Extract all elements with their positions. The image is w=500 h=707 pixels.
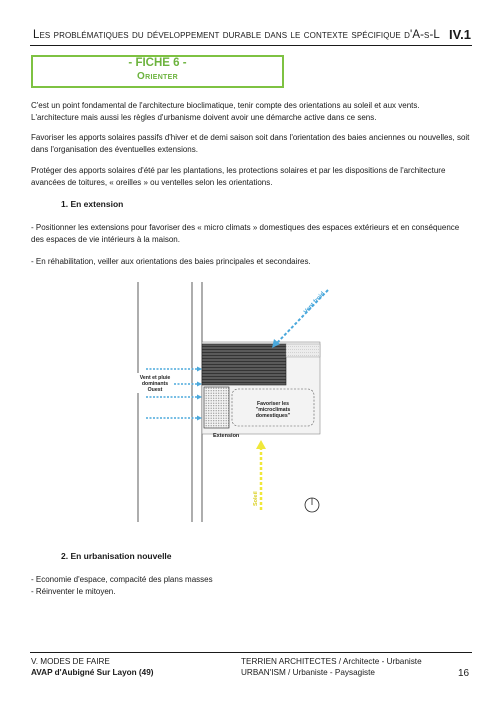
- neighbour-building: [286, 344, 320, 357]
- intro-paragraph-3: Protéger des apports solaires d'été par les plantations, les protections solaires et par les dispositions de l'architecture avancées de toitures, « oreilles » ou ventelles selon les orientations.: [31, 166, 446, 187]
- header-divider: [30, 45, 472, 46]
- section-1-item-1: - Positionner les extensions pour favoriser des « micro climats » domestiques des espaces extérieurs et en conséquence des espaces de vie intérieurs à la maison.: [31, 223, 460, 244]
- section-2-heading: 2. En urbanisation nouvelle: [61, 551, 172, 561]
- page-header-title: Les problématiques du développement durable dans le contexte spécifique d'A-s-L: [33, 29, 440, 41]
- north-indicator-icon: [305, 498, 319, 512]
- extension-label: Extension: [213, 433, 240, 439]
- section-1-item-2: - En réhabilitation, veiller aux orientations des baies principales et secondaires.: [31, 257, 311, 266]
- west-wind-label-3: Ouest: [147, 387, 163, 393]
- intro-paragraph-1: [31, 100, 473, 123]
- microclimate-label-1: Favoriser les: [256, 401, 290, 407]
- extension-building: [204, 387, 229, 428]
- section-code: IV.1: [449, 27, 471, 42]
- fiche-title: Orienter: [137, 71, 178, 82]
- intro-paragraph-2: Favoriser les apports solaires passifs d'hiver et de demi saison soit dans l'orientation des baies anciennes ou nouvelles, soit dans l'organisation des éventuelles extensions.: [31, 133, 470, 154]
- footer-right-2: URBAN'ISM / Urbaniste - Paysagiste: [241, 668, 375, 677]
- main-house: [202, 344, 286, 385]
- fiche-number: - FICHE 6 -: [128, 57, 187, 69]
- sun-label: Soleil: [253, 491, 259, 506]
- cold-wind-label: Vent froid: [303, 291, 327, 316]
- microclimate-label-2: "microclimats: [255, 407, 291, 413]
- microclimate-label-3: domestiques": [255, 413, 291, 419]
- section-1-heading: 1. En extension: [61, 199, 124, 209]
- footer-left-2: AVAP d'Aubigné Sur Layon (49): [31, 668, 154, 677]
- section-2-item-2: - Réinventer le mitoyen.: [31, 587, 116, 596]
- footer-left-1: V. MODES DE FAIRE: [31, 657, 110, 666]
- footer-divider: [30, 652, 472, 653]
- orientation-diagram: [110, 282, 350, 522]
- intro-line-2: L'architecture mais aussi les règles d'urbanisme doivent avoir une démarche active dans ce sens.: [31, 112, 377, 122]
- section-2-item-1: - Economie d'espace, compacité des plans masses: [31, 575, 213, 584]
- footer-right-1: TERRIEN ARCHITECTES / Architecte - Urbaniste: [241, 657, 422, 666]
- intro-line-1: C'est un point fondamental de l'architecture bioclimatique, tenir compte des orientations au soleil et aux vents.: [31, 101, 420, 110]
- west-wind-label-1: Vent et pluie: [139, 375, 171, 381]
- page-number: 16: [458, 668, 470, 679]
- west-wind-label-2: dominants: [141, 381, 169, 387]
